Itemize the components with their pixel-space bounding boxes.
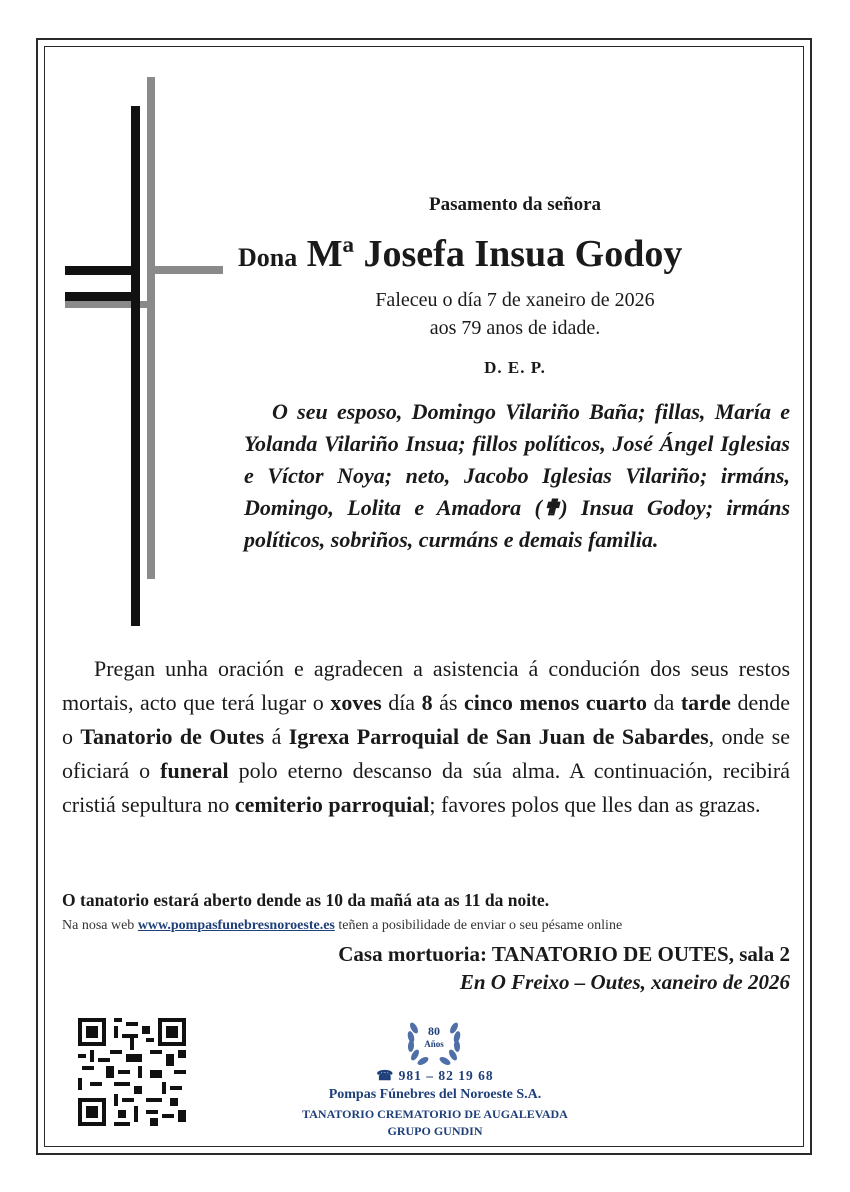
family-text-part1: O seu esposo, Domingo Vilariño Baña; fillas, María e Yolanda Vilariño Insua; fillos políticos, José Ángel Iglesias e Víctor Noya; neto, Jacobo Iglesias Vilariño; irmáns, Domingo, Lolita e Amadora ( [244,399,790,520]
ceremony-text: dende o [62,690,791,749]
opening-hours: O tanatorio estará aberto dende as 10 da mañá ata as 11 da noite. [62,890,550,910]
family-text-part2: ) Insua Godoy; irmáns políticos, sobriños, curmáns e demais familia. [244,495,791,552]
ceremony-text: polo eterno descanso da súa alma. A continuación, recibirá cristiá sepultura no [62,758,791,817]
ceremony-funeral: funeral [160,758,229,783]
cross-gray-vertical [147,77,155,579]
ceremony-church: Igrexa Parroquial de San Juan de Sabardes [288,724,709,749]
death-date: Faleceu o día 7 de xaneiro de 2026 [375,289,655,311]
death-info [300,286,730,342]
ceremony-text: ás [432,690,465,715]
cross-dark-vertical [131,106,140,626]
death-age: aos 79 anos de idade. [429,317,601,339]
crematorio-name: TANATORIO CREMATORIO DE AUGALEVADA [302,1107,568,1121]
logo-word: Años [424,1039,444,1049]
family-paragraph [244,396,790,556]
ceremony-text: Pregan unha oración e agradecen a asistencia á condución dos seus restos mortais, acto que terá lugar o [62,656,790,715]
intro-text: Pasamento da señora [428,194,602,215]
phone-icon: ☎ [376,1068,399,1083]
web-line [62,918,802,934]
name-prefix: Dona [238,243,298,272]
phone-line [330,1068,540,1084]
name-main: Mª Josefa Insua Godoy [306,233,683,275]
ceremony-day: xoves [330,690,382,715]
dep-text: D. E. P. [484,358,546,377]
ceremony-cemetery: cemiterio parroquial [234,792,430,817]
group-name: GRUPO GUNDIN [387,1124,483,1138]
casa-mortuoria: Casa mortuoria: TANATORIO DE OUTES, sala 2 [338,942,790,966]
web-prefix: Na nosa web [62,918,138,933]
web-suffix: teñen a posibilidade de enviar o seu pésame online [334,918,623,933]
anniversary-logo [400,1018,468,1066]
ceremony-text: , onde se oficiará o [62,724,791,783]
logo-number: 80 [428,1024,440,1038]
ceremony-date: 8 [421,690,433,715]
ceremony-text: día [381,690,422,715]
ceremony-text: ; favores polos que lles dan as grazas. [429,792,761,817]
deceased-name [238,232,808,276]
cross-symbol-icon: ✟ [541,495,561,520]
ceremony-period: tarde [680,690,731,715]
cross-dark-arm-left [65,266,140,275]
ceremony-origin: Tanatorio de Outes [80,724,265,749]
company-name: Pompas Fúnebres del Noroeste S.A. [328,1087,542,1102]
ceremony-paragraph [62,652,790,822]
place-date: En O Freixo – Outes, xaneiro de 2026 [459,970,790,994]
cross-dark-arm-left-lower [65,292,140,301]
qr-code-icon[interactable] [78,1018,186,1126]
cross-gray-arm-right [147,266,223,274]
phone-number[interactable]: 981 – 82 19 68 [398,1068,494,1083]
ceremony-text: á [264,724,289,749]
website-link[interactable]: www.pompasfunebresnoroeste.es [137,918,335,933]
ceremony-time: cinco menos cuarto [464,690,647,715]
ceremony-text: da [647,690,681,715]
